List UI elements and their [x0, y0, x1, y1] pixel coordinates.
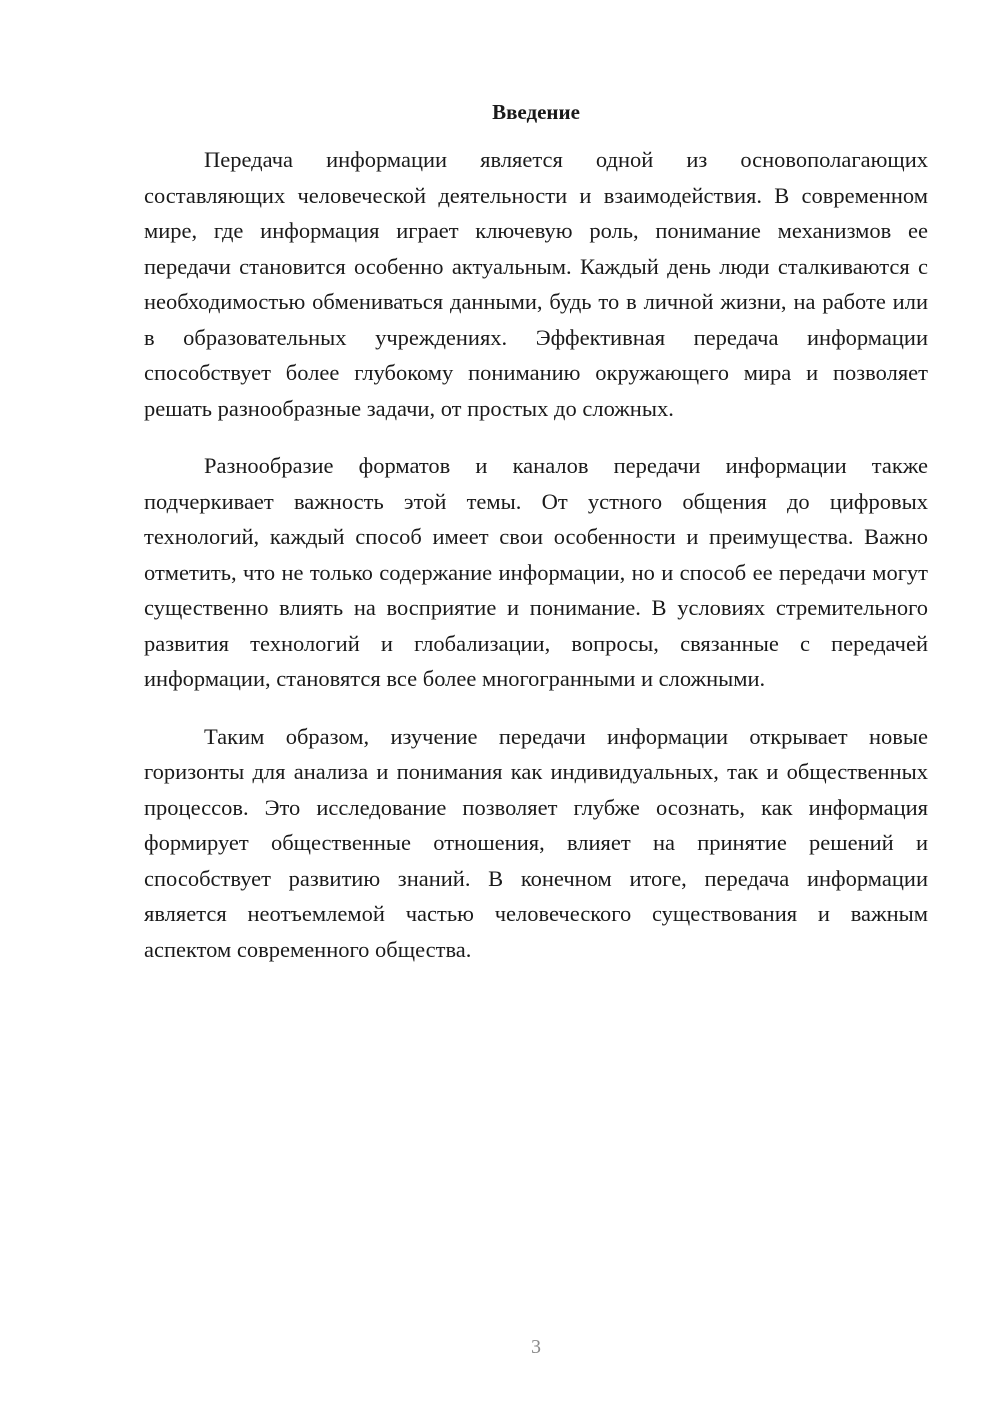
- body-text: [144, 142, 928, 967]
- paragraph-3: Таким образом, изучение передачи информации открывает новые горизонты для анализа и понимания как индивидуальных, так и общественных процессов. Это исследование позволяет глубже осознать, как информация формирует общественные отношения, влияет на принятие решений и способствует развитию знаний. В конечном итоге, передача информации является неотъемлемой частью человеческого существования и важным аспектом современного общества.: [144, 723, 928, 962]
- paragraph-1: Передача информации является одной из основополагающих составляющих человеческой деятельности и взаимодействия. В современном мире, где информация играет ключевую роль, понимание механизмов ее передачи становится особенно актуальным. Каждый день люди сталкиваются с необходимостью обмениваться данными, будь то в личной жизни, на работе или в образовательных учреждениях. Эффективная передача информации способствует более глубокому пониманию окружающего мира и позволяет решать разнообразные задачи, от простых до сложных.: [144, 147, 928, 421]
- section-heading: Введение: [492, 100, 580, 124]
- page-number: 3: [531, 1336, 541, 1358]
- paragraph-2: Разнообразие форматов и каналов передачи информации также подчеркивает важность этой темы. От устного общения до цифровых технологий, каждый способ имеет свои особенности и преимущества. Важно отметить, что не только содержание информации, но и способ ее передачи могут существенно влиять на восприятие и понимание. В условиях стремительного развития технологий и глобализации, вопросы, связанные с передачей информации, становятся все более многогранными и сложными.: [144, 453, 928, 691]
